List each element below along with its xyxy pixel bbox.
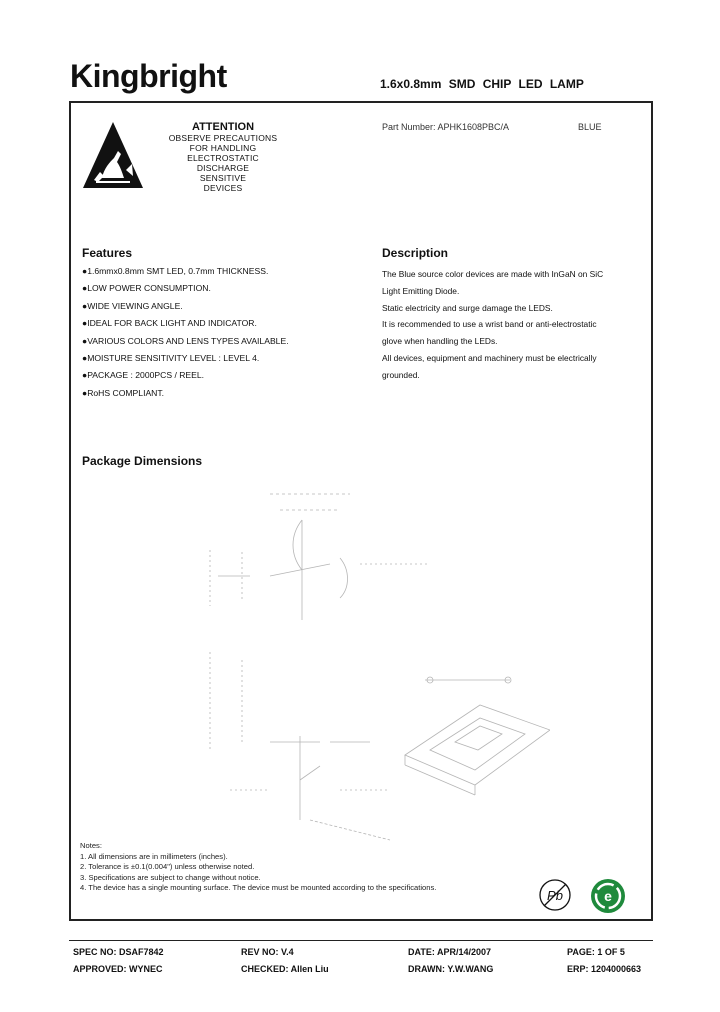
- feature-item: ●PACKAGE : 2000PCS / REEL.: [82, 370, 205, 381]
- attention-notice: [150, 121, 296, 193]
- feature-item: ●LOW POWER CONSUMPTION.: [82, 283, 211, 294]
- note-line: 1. All dimensions are in millimeters (inches).: [80, 851, 228, 861]
- revision-number: REV NO: V.4: [241, 947, 294, 957]
- checked-by: CHECKED: Allen Liu: [241, 964, 329, 974]
- description-text: [382, 266, 642, 384]
- brand-logo: Kingbright: [70, 58, 227, 94]
- pb-free-icon: [536, 876, 574, 914]
- note-line: 3. Specifications are subject to change without notice.: [80, 872, 261, 882]
- package-heading: Package Dimensions: [82, 454, 203, 468]
- attention-heading: ATTENTION: [191, 121, 255, 133]
- attention-line: ELECTROSTATIC: [187, 153, 259, 163]
- footer-divider: [69, 940, 653, 941]
- document-date: DATE: APR/14/2007: [408, 947, 492, 957]
- pb-label: Pb: [547, 888, 563, 903]
- page-indicator: PAGE: 1 OF 5: [567, 947, 625, 957]
- feature-item: ●WIDE VIEWING ANGLE.: [82, 300, 183, 311]
- description-heading: Description: [382, 246, 449, 260]
- attention-line: SENSITIVE: [199, 173, 247, 183]
- note-line: 2. Tolerance is ±0.1(0.004") unless otherwise noted.: [80, 862, 255, 871]
- attention-line: DEVICES: [203, 183, 243, 193]
- drawn-by: DRAWN: Y.W.WANG: [408, 964, 494, 974]
- description-line: glove when handling the LEDs.: [382, 336, 498, 347]
- feature-item: ●RoHS COMPLIANT.: [82, 387, 165, 398]
- notes: [80, 841, 436, 894]
- description-line: grounded.: [382, 369, 420, 380]
- description-line: It is recommended to use a wrist band or anti-electrostatic: [382, 319, 597, 330]
- features-heading: Features: [82, 246, 133, 260]
- feature-item: ●MOISTURE SENSITIVITY LEVEL : LEVEL 4.: [82, 352, 260, 363]
- esd-warning-icon: [80, 118, 146, 192]
- erp-number: ERP: 1204000663: [567, 964, 642, 974]
- note-line: 4. The device has a single mounting surface. The device must be mounted according to the specifications.: [80, 883, 437, 892]
- svg-text:e: e: [604, 888, 612, 904]
- part-number: Part Number: APHK1608PBC/A: [382, 122, 510, 132]
- note-line: Notes:: [80, 841, 102, 850]
- feature-item: ●VARIOUS COLORS AND LENS TYPES AVAILABLE.: [82, 335, 289, 346]
- approved-by: APPROVED: WYNEC: [73, 964, 163, 974]
- attention-line: OBSERVE PRECAUTIONS: [168, 133, 278, 143]
- description-line: The Blue source color devices are made with InGaN on SiC: [382, 269, 604, 279]
- attention-line: FOR HANDLING: [189, 143, 257, 153]
- description-line: Static electricity and surge damage the LEDS.: [382, 302, 553, 313]
- rohs-eco-icon: [588, 876, 628, 916]
- feature-item: ●IDEAL FOR BACK LIGHT AND INDICATOR.: [82, 318, 257, 329]
- package-dimension-drawing: [190, 480, 550, 850]
- features-list: [82, 266, 289, 405]
- description-line: Light Emitting Diode.: [382, 285, 460, 296]
- attention-line: DISCHARGE: [196, 163, 250, 173]
- feature-item: ●1.6mmx0.8mm SMT LED, 0.7mm THICKNESS.: [82, 266, 269, 276]
- description-line: All devices, equipment and machinery must be electrically: [382, 352, 597, 363]
- part-color: BLUE: [578, 122, 602, 132]
- document-title: 1.6x0.8mm SMD CHIP LED LAMP: [380, 77, 584, 91]
- spec-number: SPEC NO: DSAF7842: [73, 947, 164, 957]
